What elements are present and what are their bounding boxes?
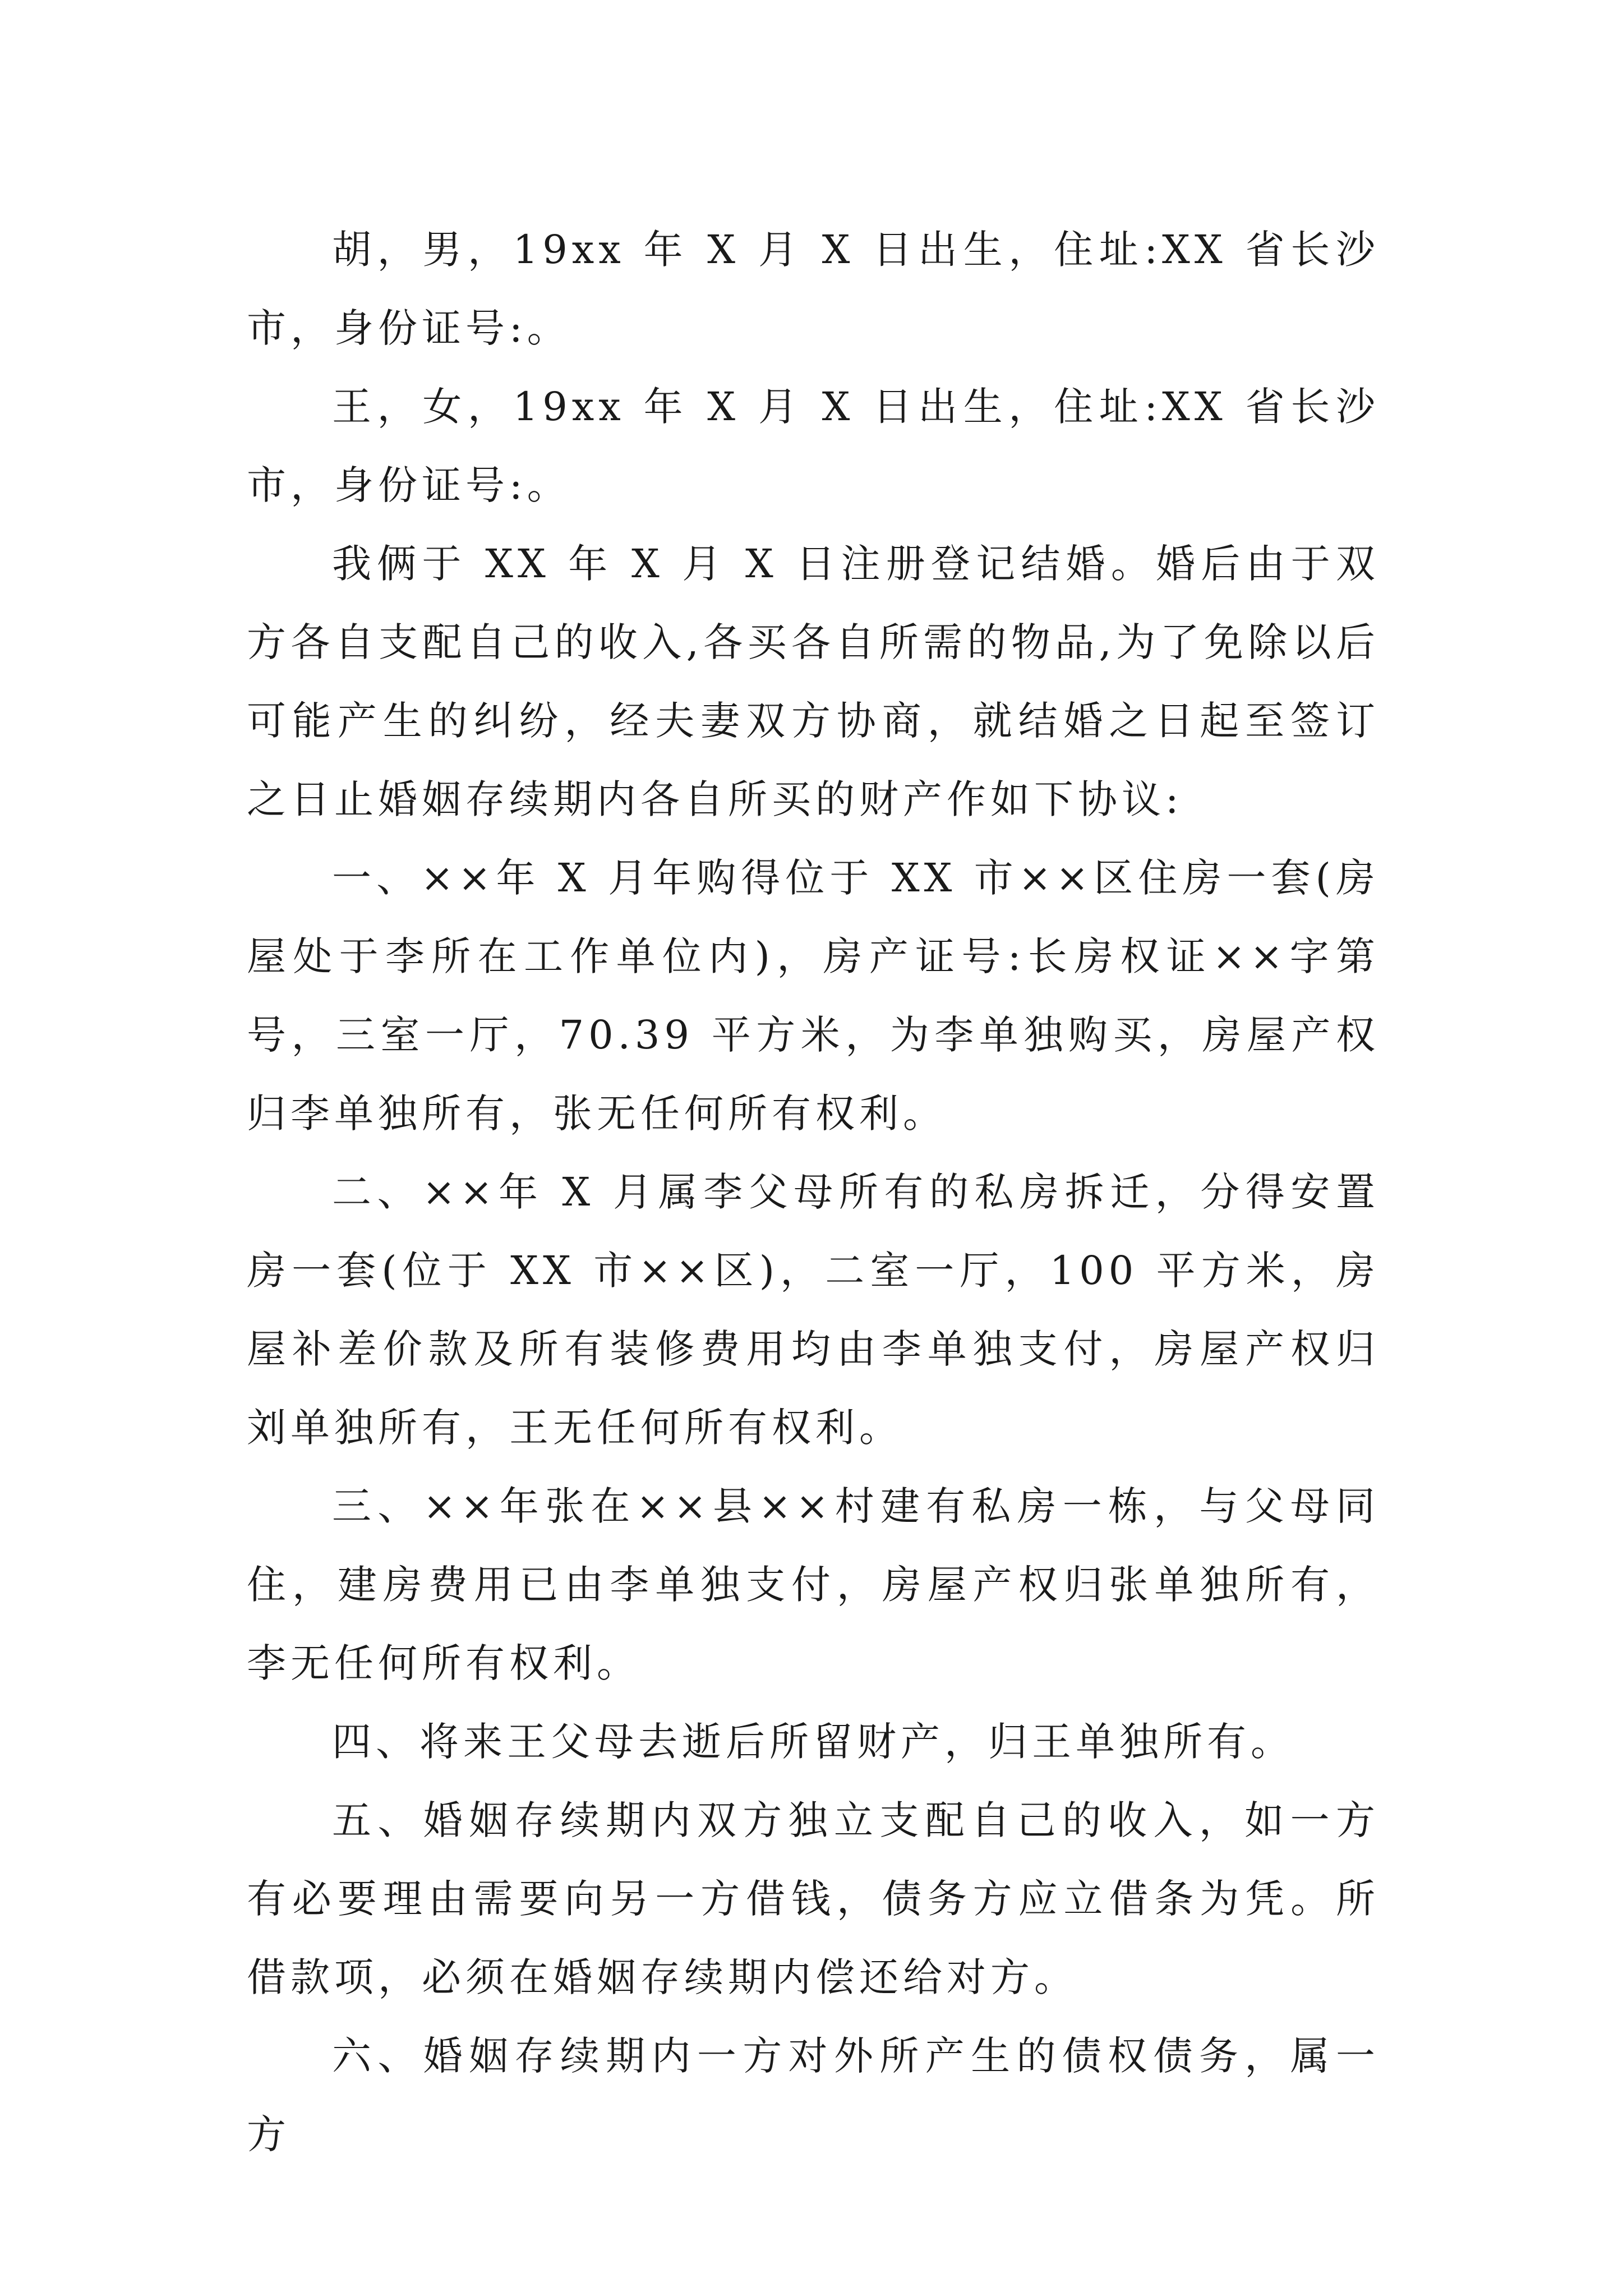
paragraph-clause-3: 三、××年张在××县××村建有私房一栋，与父母同住，建房费用已由李单独支付，房屋产权归张单独所有，李无任何所有权利。	[247, 1483, 1380, 1686]
paragraph-preamble: 我俩于 XX 年 X 月 X 日注册登记结婚。婚后由于双方各自支配自己的收入,各买各自所需的物品,为了免除以后可能产生的纠纷，经夫妻双方协商，就结婚之日起至签订之日止婚姻存续期内各自所买的财产作如下协议:	[247, 541, 1380, 822]
document-page	[247, 210, 1380, 2174]
paragraph-clause-5: 五、婚姻存续期内双方独立支配自己的收入，如一方有必要理由需要向另一方借钱，债务方应立借条为凭。所借款项，必须在婚姻存续期内偿还给对方。	[247, 1797, 1380, 2000]
paragraph-husband-info: 胡，男，19xx 年 X 月 X 日出生，住址:XX 省长沙市，身份证号:。	[247, 227, 1380, 351]
paragraph-wife-info: 王，女，19xx 年 X 月 X 日出生，住址:XX 省长沙市，身份证号:。	[247, 384, 1380, 508]
paragraph-clause-6: 六、婚姻存续期内一方对外所产生的债权债务，属一方	[247, 2033, 1380, 2157]
paragraph-clause-2: 二、××年 X 月属李父母所有的私房拆迁，分得安置房一套(位于 XX 市××区)，二室一厅，100 平方米，房屋补差价款及所有装修费用均由李单独支付，房屋产权归刘单独所有，王无任何所有权利。	[247, 1169, 1380, 1451]
paragraph-clause-1: 一、××年 X 月年购得位于 XX 市××区住房一套(房屋处于李所在工作单位内)，房产证号:长房权证××字第号，三室一厅，70.39 平方米，为李单独购买，房屋产权归李单独所有，张无任何所有权利。	[247, 855, 1380, 1137]
paragraph-clause-4: 四、将来王父母去逝后所留财产，归王单独所有。	[332, 1719, 1294, 1765]
